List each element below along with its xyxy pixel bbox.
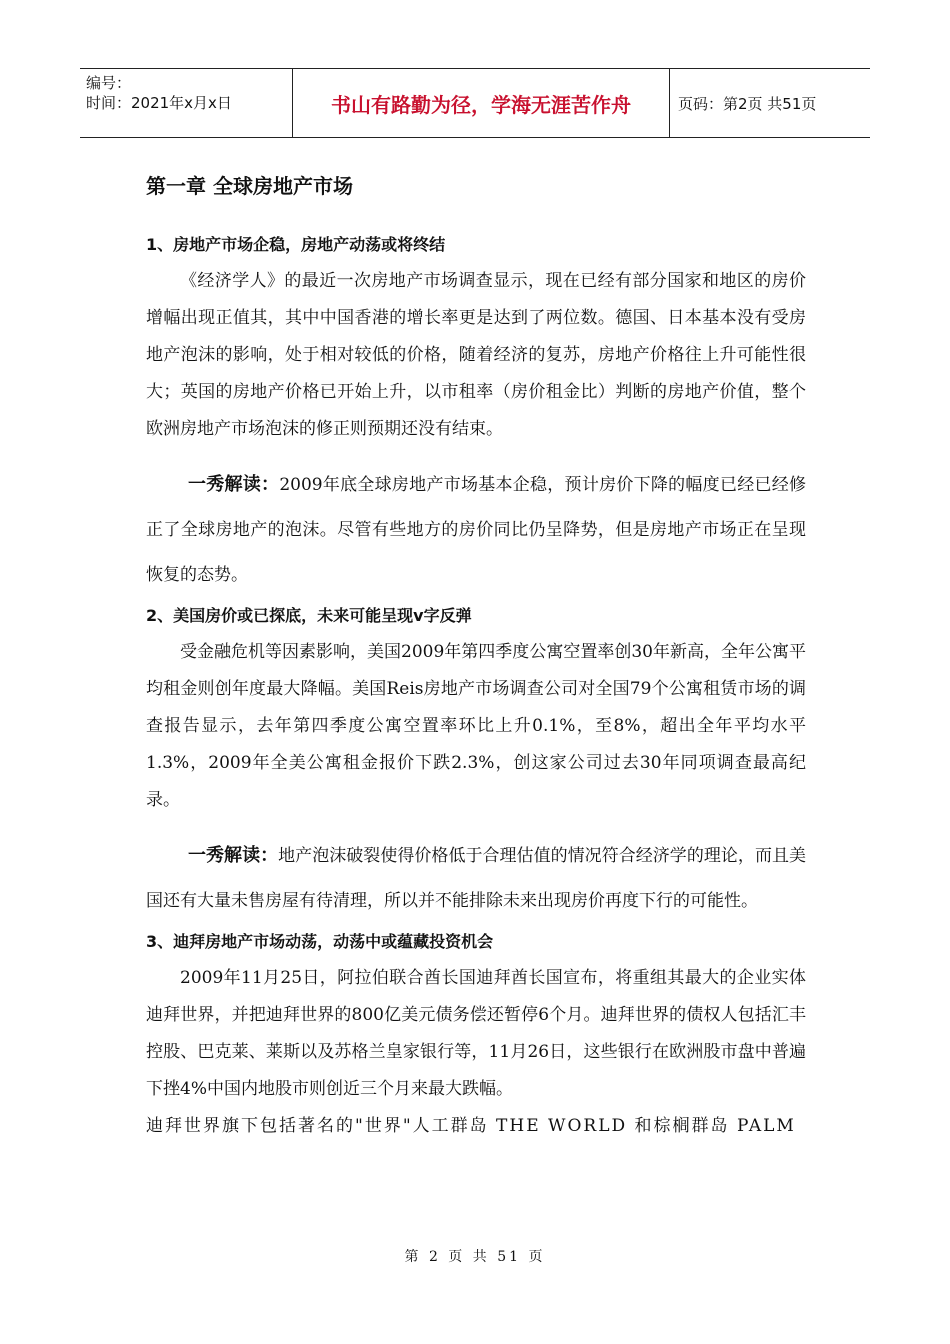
- section-2: [146, 598, 806, 924]
- document-body: [146, 170, 806, 1145]
- code-label: 编号：: [86, 74, 132, 92]
- header-table: [80, 68, 870, 138]
- motto: 书山有路勤为径，学海无涯苦作舟: [293, 69, 670, 137]
- chapter-title: 第一章 全球房地产市场: [146, 174, 353, 198]
- interpretation: [146, 462, 806, 598]
- header-meta: [80, 69, 293, 137]
- section-3: [146, 924, 806, 1145]
- section-body-continued: 迪拜世界旗下包括著名的"世界"人工群岛 THE WORLD 和棕榈群岛 PALM: [146, 1116, 796, 1136]
- section-heading: 2、美国房价或已探底，未来可能呈现v字反弹: [146, 606, 472, 625]
- section-1: [146, 227, 806, 598]
- interpretation-label: 一秀解读：: [188, 845, 279, 866]
- page-footer: 第 2 页 共 51 页: [404, 1249, 546, 1265]
- section-body: 受金融危机等因素影响，美国2009年第四季度公寓空置率创30年新高，全年公寓平均租金则创年度最大降幅。美国Reis房地产市场调查公司对全国79个公寓租赁市场的调查报告显示，去年第四季度公寓空置率环比上升0.1%，至8%，超出全年平均水平1.3%，2009年全美公寓租金报价下跌2.3%，创这家公司过去30年同项调查最高纪录。: [146, 642, 806, 810]
- time-label: 时间：2021年x月x日: [86, 94, 232, 112]
- section-heading: 1、房地产市场企稳，房地产动荡或将终结: [146, 235, 446, 254]
- interpretation-text: 2009年底全球房地产市场基本企稳，预计房价下降的幅度已经已经修正了全球房地产的泡沫。尽管有些地方的房价同比仍呈降势，但是房地产市场正在呈现恢复的态势。: [146, 475, 807, 585]
- section-body: 2009年11月25日，阿拉伯联合酋长国迪拜酋长国宣布，将重组其最大的企业实体迪拜世界，并把迪拜世界的800亿美元债务偿还暂停6个月。迪拜世界的债权人包括汇丰控股、巴克莱、莱斯以及苏格兰皇家银行等，11月26日，这些银行在欧洲股市盘中普遍下挫4%中国内地股市则创近三个月来最大跌幅。: [146, 968, 806, 1099]
- section-heading: 3、迪拜房地产市场动荡，动荡中或蕴藏投资机会: [146, 932, 494, 951]
- interpretation-text: 地产泡沫破裂使得价格低于合理估值的情况符合经济学的理论，而且美国还有大量未售房屋有待清理，所以并不能排除未来出现房价再度下行的可能性。: [146, 846, 807, 911]
- section-body: 《经济学人》的最近一次房地产市场调查显示，现在已经有部分国家和地区的房价增幅出现正值其，其中中国香港的增长率更是达到了两位数。德国、日本基本没有受房地产泡沫的影响，处于相对较低的价格，随着经济的复苏，房地产价格往上升可能性很大；英国的房地产价格已开始上升，以市租率（房价租金比）判断的房地产价值，整个欧洲房地产市场泡沫的修正则预期还没有结束。: [146, 271, 806, 439]
- page-info: 页码：第2页 共51页: [678, 94, 817, 113]
- interpretation-label: 一秀解读：: [188, 474, 280, 495]
- interpretation: [146, 833, 806, 924]
